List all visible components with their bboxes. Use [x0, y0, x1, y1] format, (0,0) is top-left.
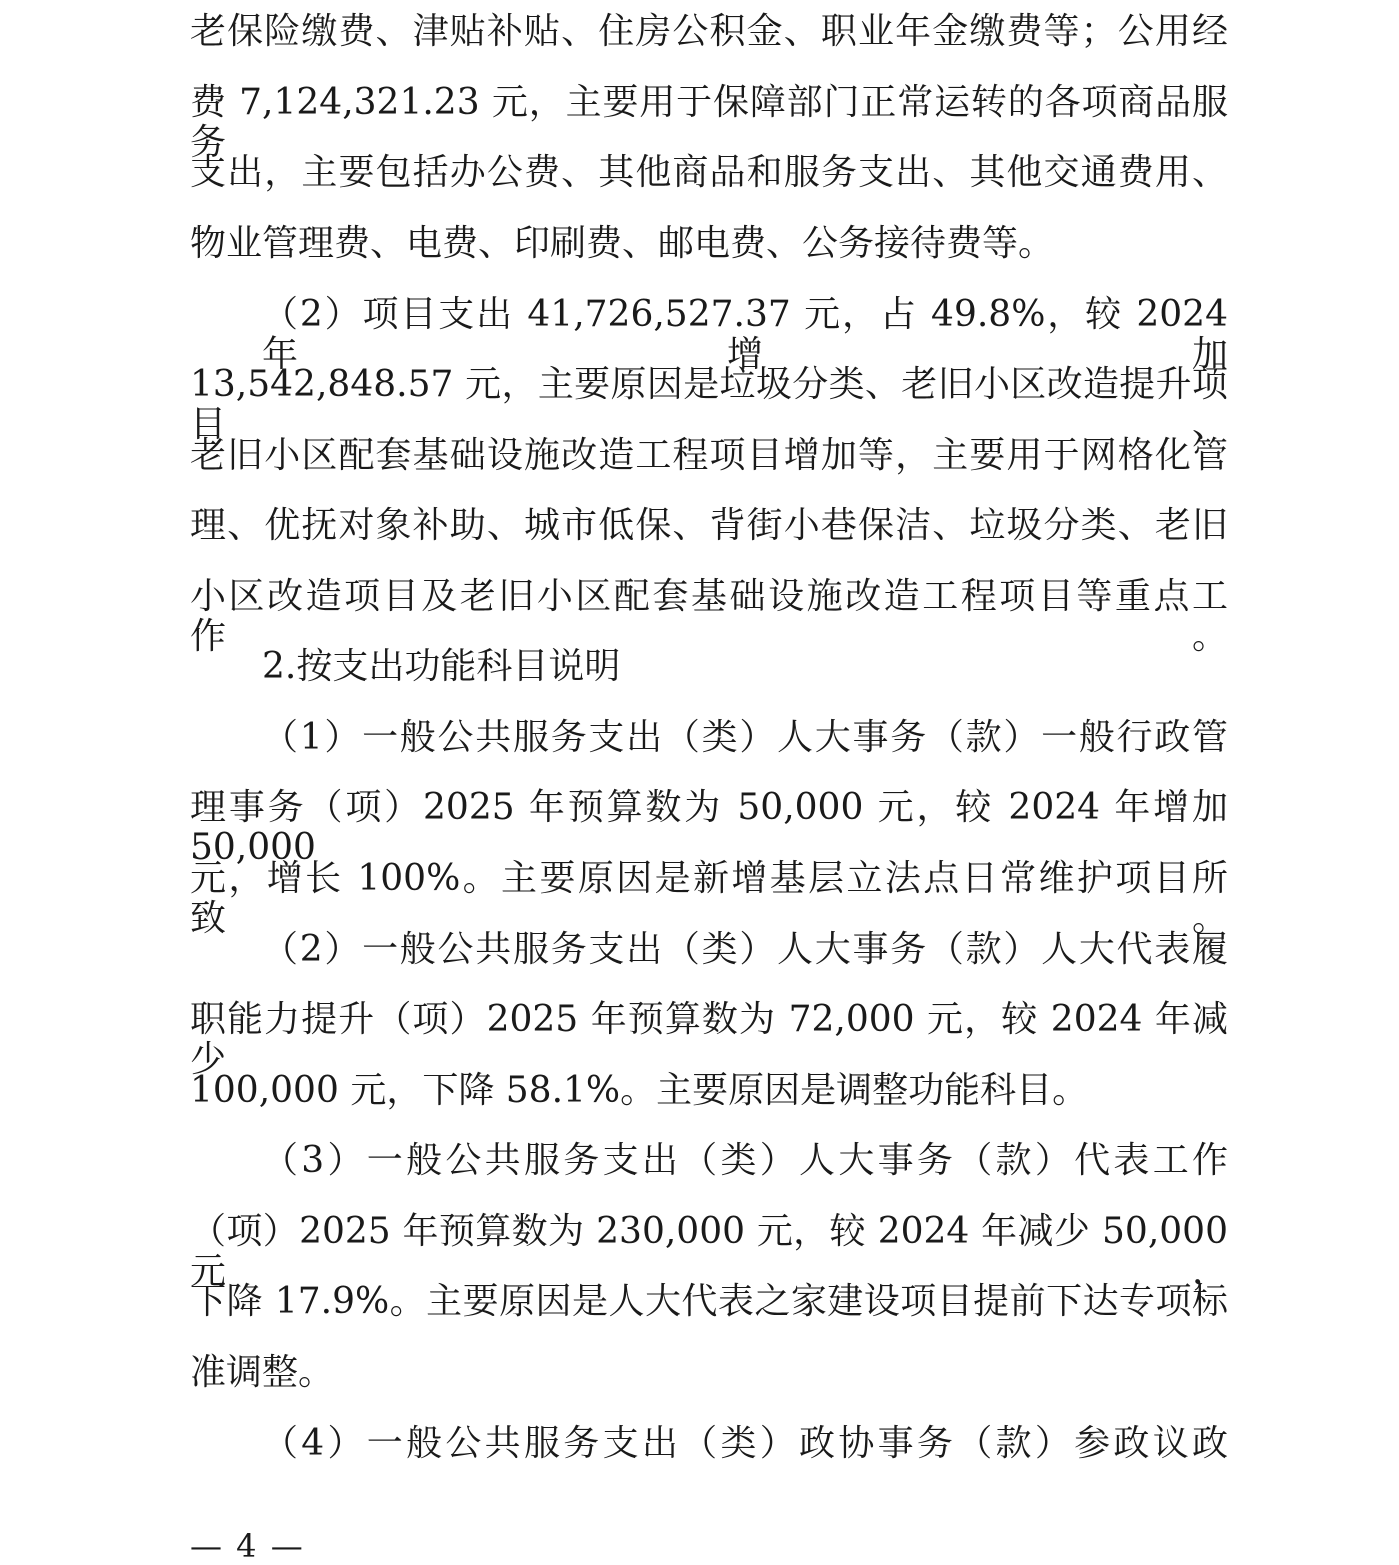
text-line: 物业管理费、电费、印刷费、邮电费、公务接待费等。 — [190, 223, 1055, 264]
paragraph-first-line: （1）一般公共服务支出（类）人大事务（款）一般行政管 — [262, 717, 1228, 758]
text-line: 理、优抚对象补助、城市低保、背街小巷保洁、垃圾分类、老旧 — [190, 505, 1228, 546]
text-line: 元，增长 100%。主要原因是新增基层立法点日常维护项目所致。 — [190, 858, 1228, 939]
text-line: 下降 17.9%。主要原因是人大代表之家建设项目提前下达专项标 — [190, 1281, 1228, 1322]
text-line: 职能力提升（项）2025 年预算数为 72,000 元，较 2024 年减少 — [190, 999, 1228, 1080]
paragraph-first-line: （2）项目支出 41,726,527.37 元，占 49.8%，较 2024 年增加 — [262, 294, 1228, 375]
text-line: （项）2025 年预算数为 230,000 元，较 2024 年减少 50,000 元， — [190, 1211, 1228, 1292]
text-line: 老旧小区配套基础设施改造工程项目增加等，主要用于网格化管 — [190, 435, 1228, 476]
text-line: 支出，主要包括办公费、其他商品和服务支出、其他交通费用、 — [190, 152, 1228, 193]
text-line: 准调整。 — [190, 1352, 335, 1393]
paragraph-first-line: （2）一般公共服务支出（类）人大事务（款）人大代表履 — [262, 929, 1228, 970]
text-line: 100,000 元，下降 58.1%。主要原因是调整功能科目。 — [190, 1070, 1089, 1111]
text-line: 老保险缴费、津贴补贴、住房公积金、职业年金缴费等；公用经 — [190, 11, 1228, 52]
page-number: — 4 — — [190, 1527, 305, 1565]
section-heading: 2.按支出功能科目说明 — [262, 646, 621, 687]
paragraph-first-line: （3）一般公共服务支出（类）人大事务（款）代表工作 — [262, 1140, 1228, 1181]
text-line: 13,542,848.57 元，主要原因是垃圾分类、老旧小区改造提升项目、 — [190, 364, 1228, 445]
text-line: 理事务（项）2025 年预算数为 50,000 元，较 2024 年增加 50,000 — [190, 787, 1228, 868]
paragraph-first-line: （4）一般公共服务支出（类）政协事务（款）参政议政 — [262, 1423, 1228, 1464]
text-line: 小区改造项目及老旧小区配套基础设施改造工程项目等重点工作。 — [190, 576, 1228, 657]
text-line: 费 7,124,321.23 元，主要用于保障部门正常运转的各项商品服务 — [190, 82, 1228, 163]
